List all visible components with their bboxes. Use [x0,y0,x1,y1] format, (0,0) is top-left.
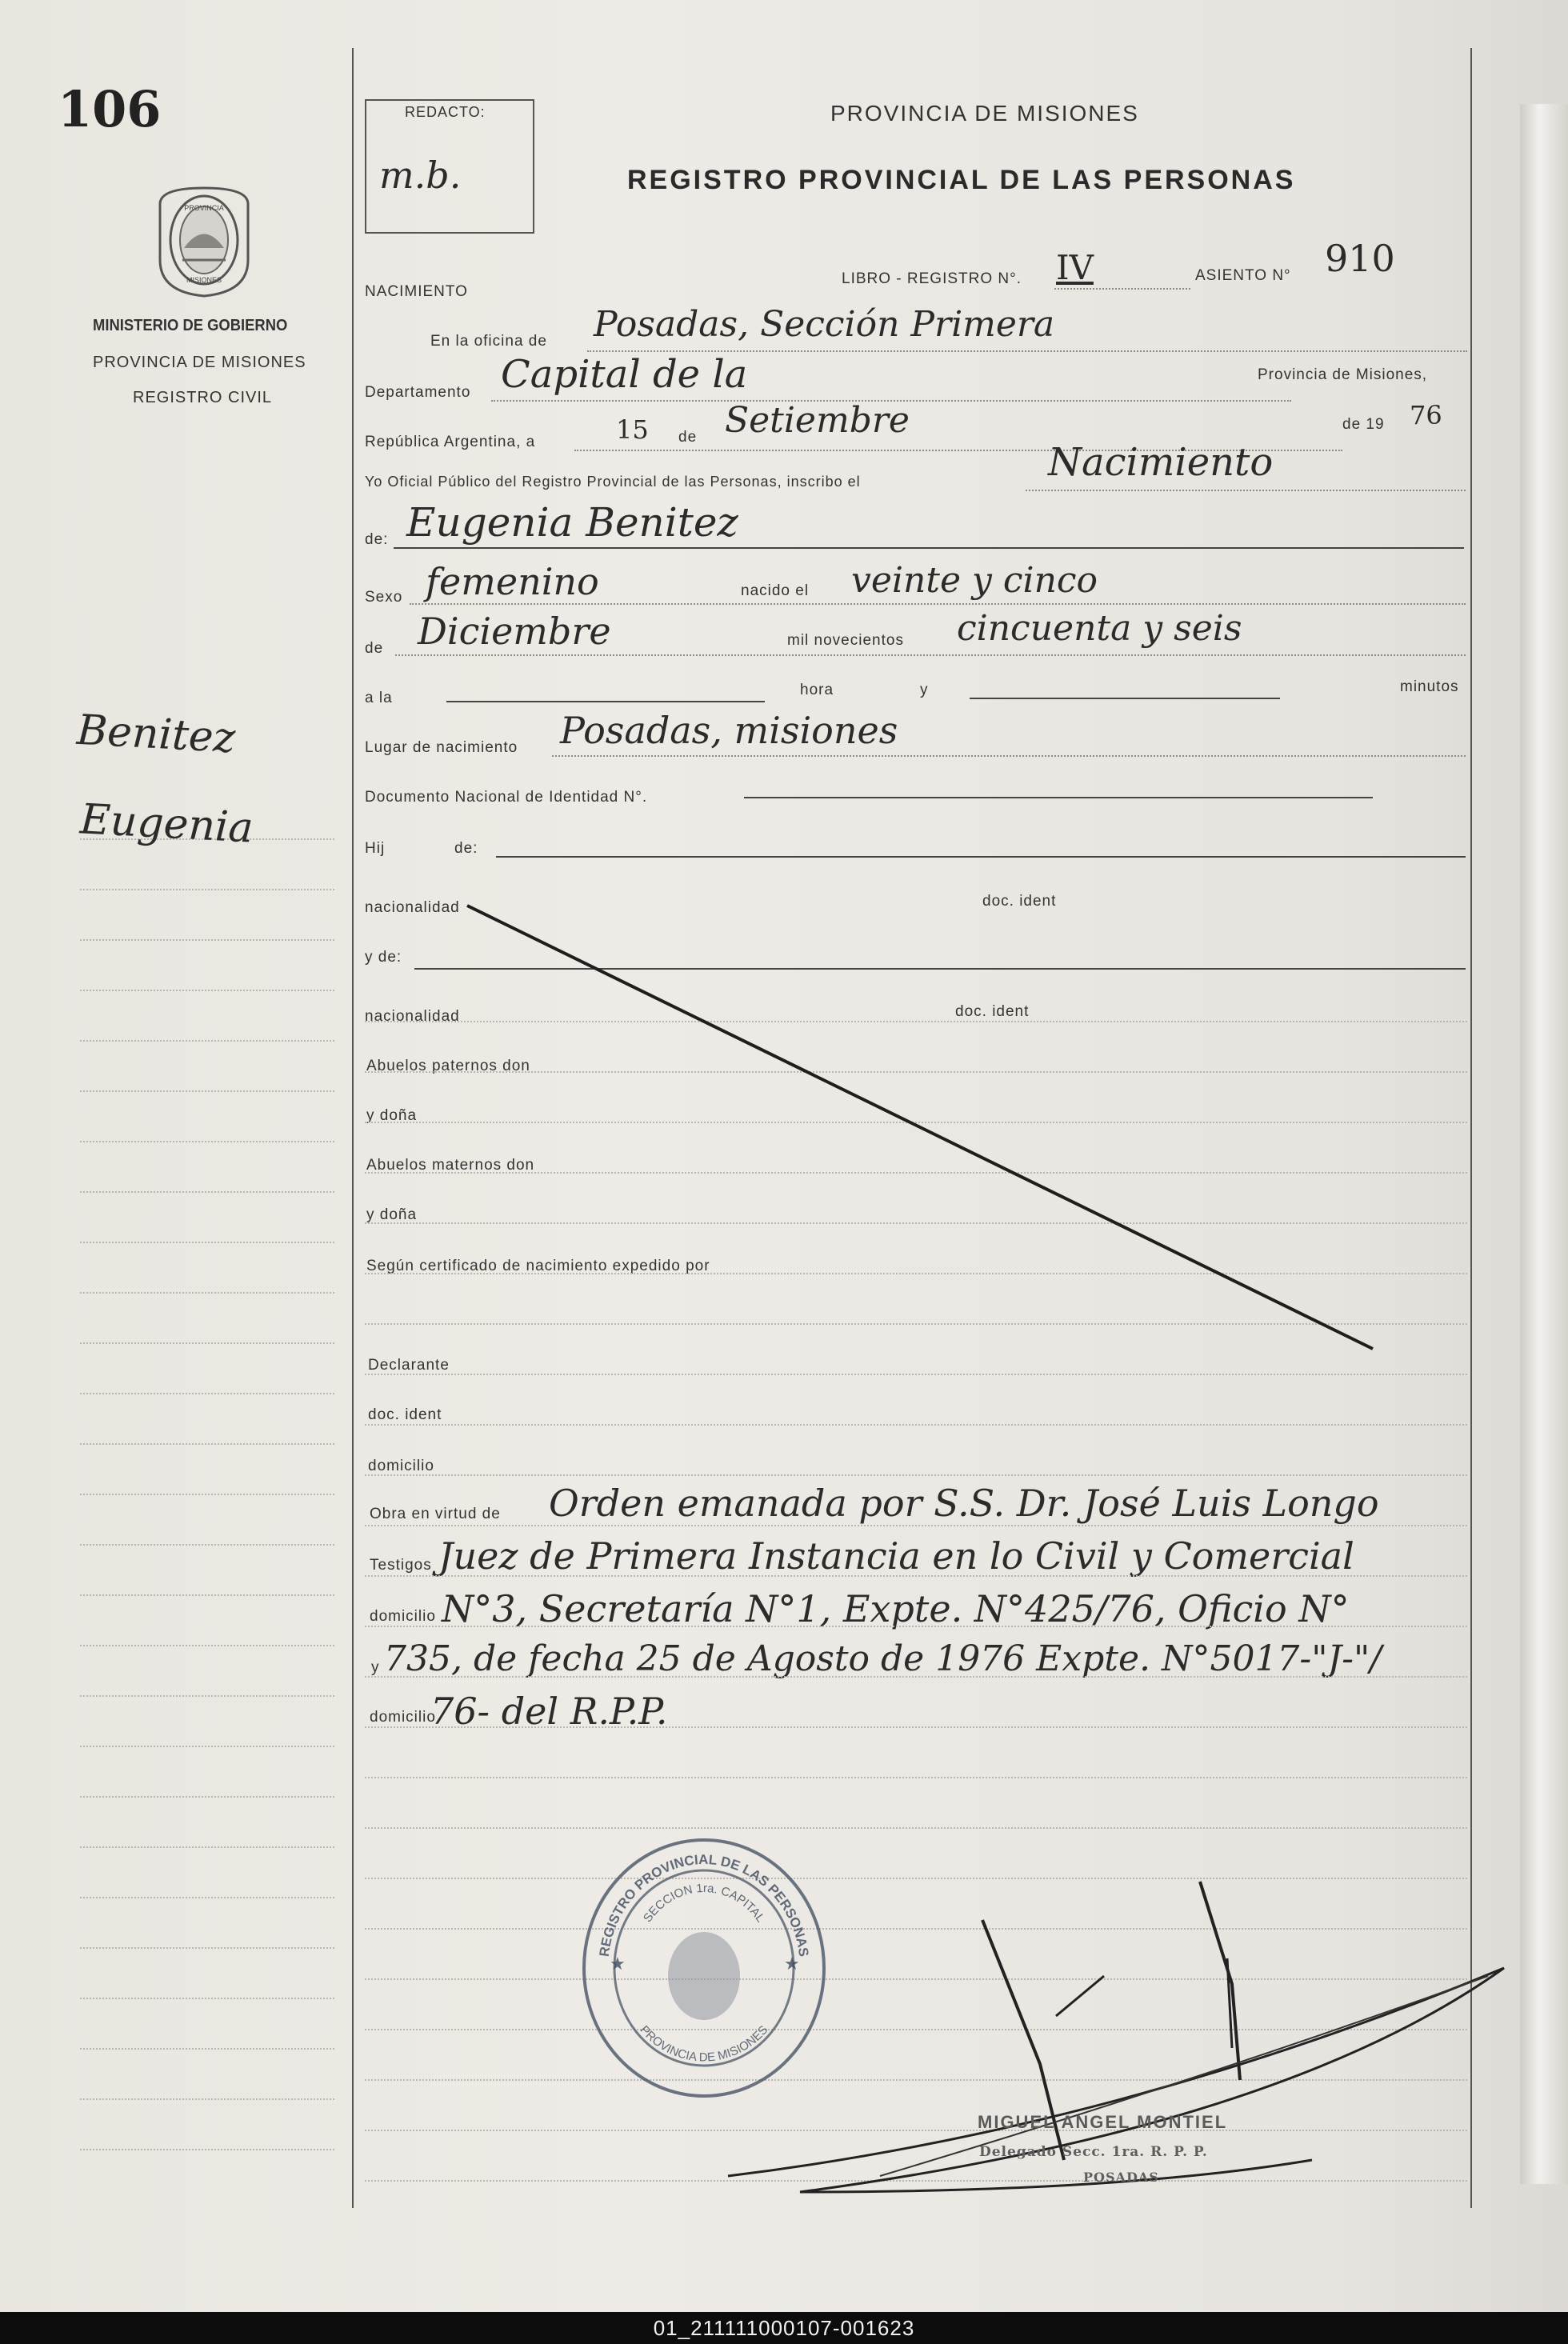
obra-line-4: 735, de fecha 25 de Agosto de 1976 Expte. N°5017-"J-"/ [384,1638,1382,1679]
fecha-anio: 76 [1410,400,1442,430]
obra-label: Obra en virtud de [370,1506,501,1522]
asiento-label: ASIENTO N° [1195,267,1291,284]
fecha-anio-label: de 19 [1342,416,1385,433]
obra-line-2: Juez de Primera Instancia en lo Civil y Comercial [438,1534,1354,1578]
hij-label: Hij [365,840,386,857]
a-la-label: a la [365,690,393,706]
nombre-label: de: [365,531,389,548]
svg-text:REGISTRO PROVINCIAL DE LAS PER: REGISTRO PROVINCIAL DE LAS PERSONAS [596,1851,812,1958]
acto-value: Nacimiento [1048,440,1274,485]
domicilio3-label: domicilio [370,1709,436,1726]
y-label-2: y [371,1659,380,1676]
docident1-label: doc. ident [982,893,1057,910]
dni-label: Documento Nacional de Identidad N°. [365,789,648,806]
registry-label: REGISTRO CIVIL [133,389,273,406]
domicilio1-label: domicilio [368,1458,434,1474]
footer-id: 01_211111000107-001623 [0,2312,1568,2344]
declarante-label: Declarante [368,1357,450,1374]
y-de-label: y de: [365,949,402,966]
svg-text:★: ★ [784,1954,800,1974]
margin-note-surname: Benitez [75,706,237,763]
minutos-label: minutos [1400,678,1459,695]
svg-text:★: ★ [610,1954,626,1974]
certificado-label: Según certificado de nacimiento expedido por [366,1258,710,1274]
abuelos-mat-label: Abuelos maternos don [366,1157,535,1174]
departamento-label: Departamento [365,384,471,401]
sexo-label: Sexo [365,589,403,606]
ministry-label: MINISTERIO DE GOBIERNO [93,317,288,334]
abuelos-pat-label: Abuelos paternos don [366,1058,530,1074]
mes-nac-value: Diciembre [418,610,611,653]
hij-de-label: de: [454,840,478,857]
fecha-mes: Setiembre [725,400,910,441]
redacto-initials: m.b. [379,154,462,197]
docident2-label: doc. ident [955,1003,1030,1020]
libro-label: LIBRO - REGISTRO N°. [842,270,1022,287]
margin-note-name: Eugenia [78,795,255,853]
hora-label: hora [800,682,834,698]
asiento-value: 910 [1325,237,1395,280]
redacto-label: REDACTO: [405,104,486,120]
testigos-label: Testigos [370,1557,432,1574]
province-label: PROVINCIA DE MISIONES [93,354,306,371]
svg-text:PROVINCIA: PROVINCIA [184,204,224,212]
milnov-label: mil novecientos [787,632,904,649]
provincia-label: Provincia de Misiones, [1258,366,1428,383]
registry-title: REGISTRO PROVINCIAL DE LAS PERSONAS [627,165,1296,195]
obra-line-1: Orden emanada por S.S. Dr. José Luis Longo [549,1482,1379,1525]
obra-line-5: 76- del R.P.P. [430,1690,668,1733]
sheet-number: 106 [58,80,162,138]
nacido-value: veinte y cinco [851,560,1098,601]
oficina-label: En la oficina de [430,333,547,350]
sexo-value: femenino [426,560,599,603]
lugar-value: Posadas, misiones [560,709,898,752]
fecha-de-label: de [678,429,698,446]
nacionalidad1-label: nacionalidad [365,899,460,916]
obra-line-3: N°3, Secretaría N°1, Expte. N°425/76, Oficio N° [442,1587,1350,1630]
fecha-dia: 15 [616,414,649,445]
nombre-value: Eugenia Benitez [406,499,738,546]
departamento-value: Capital de la [501,352,748,397]
mes-nac-label: de [365,640,384,657]
y-dona1-label: y doña [366,1107,418,1124]
svg-text:SECCION 1ra. CAPITAL: SECCION 1ra. CAPITAL [640,1881,768,1926]
y-label: y [920,682,929,698]
nacimiento-label: NACIMIENTO [365,283,468,300]
oficina-value: Posadas, Sección Primera [594,304,1055,345]
province-title: PROVINCIA DE MISIONES [830,101,1139,126]
signer-place: POSADAS [1083,2170,1159,2185]
libro-value: IV [1056,248,1094,287]
doc-ident3-label: doc. ident [368,1406,442,1423]
nacido-label: nacido el [741,582,810,599]
lugar-label: Lugar de nacimiento [365,739,518,756]
svg-text:PROVINCIA DE MISIONES: PROVINCIA DE MISIONES [637,2022,771,2065]
signer-name: MIGUEL ANGEL MONTIEL [978,2112,1228,2132]
nacionalidad2-label: nacionalidad [365,1008,460,1025]
oficial-label: Yo Oficial Público del Registro Provincial de las Personas, inscribo el [365,474,861,490]
domicilio2-label: domicilio [370,1608,436,1625]
republica-label: República Argentina, a [365,434,536,450]
anio-nac-value: cincuenta y seis [957,608,1242,649]
signer-role: Delegado Secc. 1ra. R. P. P. [979,2144,1208,2160]
svg-text:MISIONES: MISIONES [186,276,222,284]
y-dona2-label: y doña [366,1206,418,1223]
